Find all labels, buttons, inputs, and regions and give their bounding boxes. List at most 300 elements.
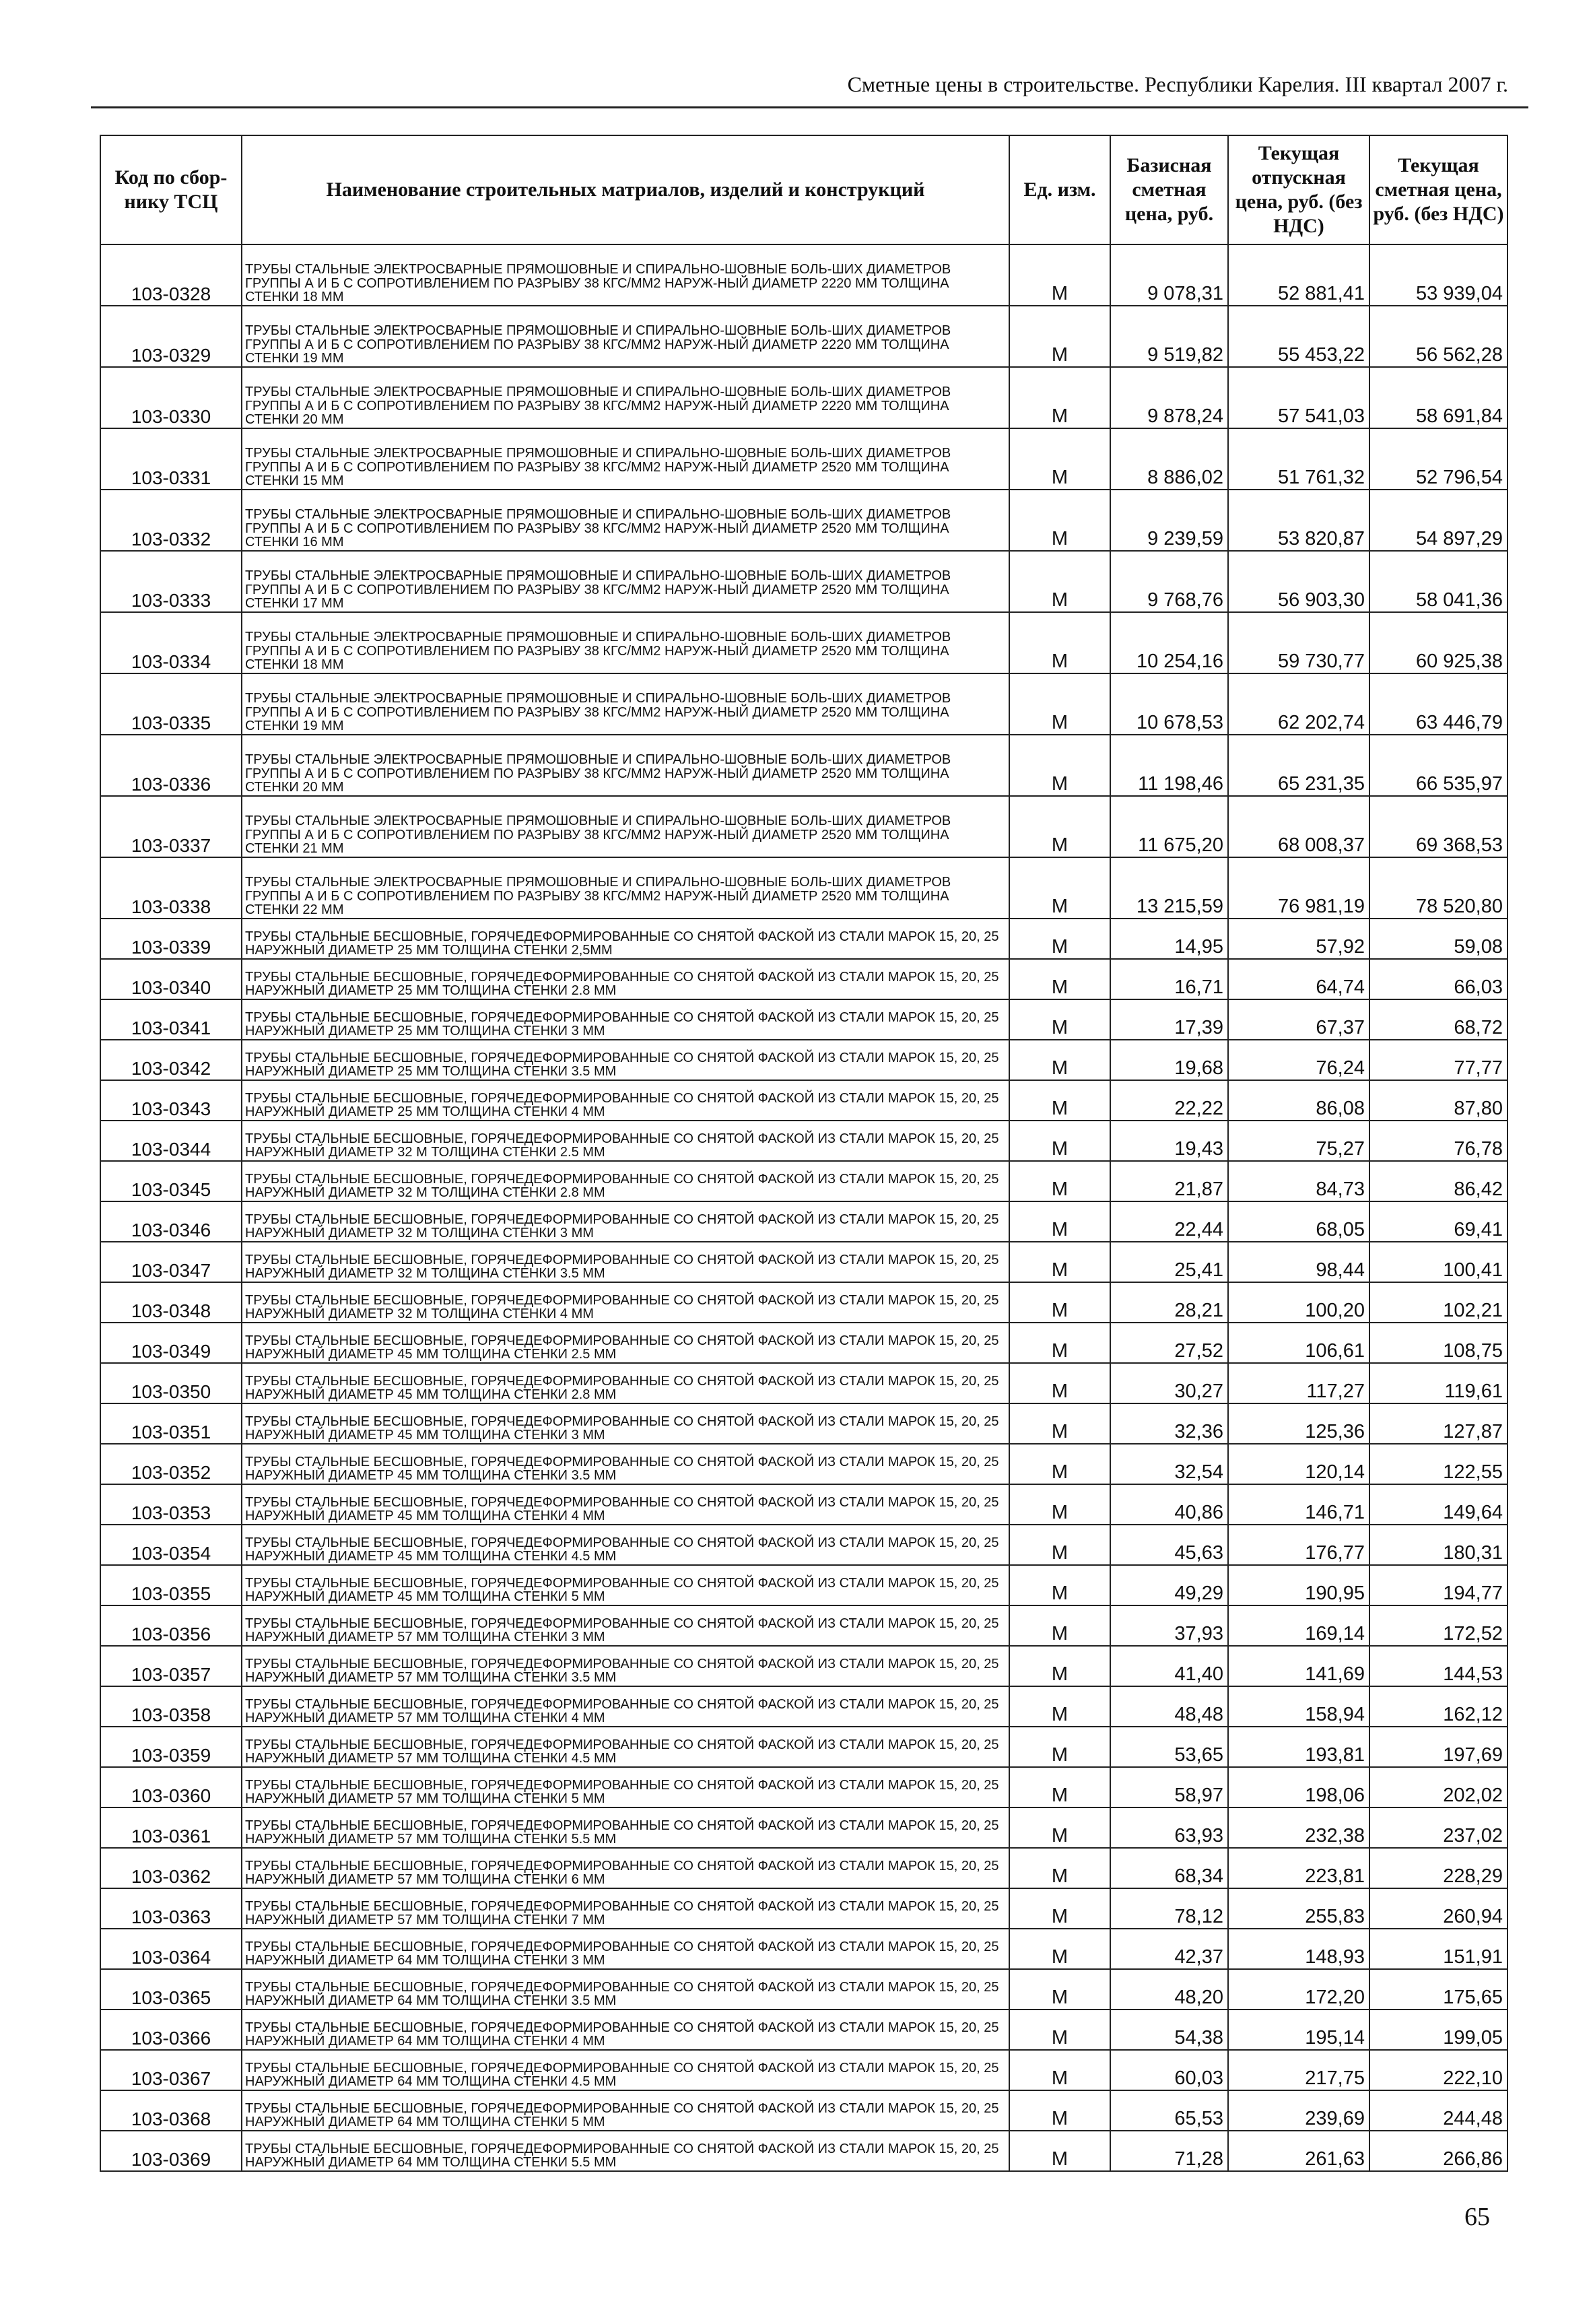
table-row: [100, 1282, 1507, 1323]
row-code: 103-0333: [100, 551, 242, 612]
row-name: ТРУБЫ СТАЛЬНЫЕ ЭЛЕКТРОСВАРНЫЕ ПРЯМОШОВНЫЕ И СПИРАЛЬНО-ШОВНЫЕ БОЛЬ-ШИХ ДИАМЕТРОВ ГРУППЫ А И Б С СОПРОТИВЛЕНИЕМ ПО РАЗРЫВУ 38 КГС/ММ2 НАРУЖ-НЫЙ ДИАМЕТР 2520 ММ ТОЛЩИНА СТЕНКИ 19 ММ: [242, 673, 1009, 735]
row-base-price: 17,39: [1110, 999, 1228, 1040]
table-body: [100, 244, 1507, 2171]
row-base-price: 30,27: [1110, 1363, 1228, 1403]
row-code: 103-0328: [100, 244, 242, 306]
row-code: 103-0357: [100, 1646, 242, 1686]
row-current-price: 172,52: [1369, 1605, 1507, 1646]
row-current-price: 202,02: [1369, 1767, 1507, 1807]
row-unit: М: [1009, 959, 1110, 999]
table-row: [100, 959, 1507, 999]
row-current-price: 87,80: [1369, 1080, 1507, 1121]
column-header-name: Наименование строительных матриалов, изделий и конструкций: [242, 135, 1009, 244]
table-row: [100, 1888, 1507, 1929]
row-name: ТРУБЫ СТАЛЬНЫЕ ЭЛЕКТРОСВАРНЫЕ ПРЯМОШОВНЫЕ И СПИРАЛЬНО-ШОВНЫЕ БОЛЬ-ШИХ ДИАМЕТРОВ ГРУППЫ А И Б С СОПРОТИВЛЕНИЕМ ПО РАЗРЫВУ 38 КГС/ММ2 НАРУЖ-НЫЙ ДИАМЕТР 2520 ММ ТОЛЩИНА СТЕНКИ 17 ММ: [242, 551, 1009, 612]
row-code: 103-0365: [100, 1969, 242, 2010]
row-current-price: 222,10: [1369, 2050, 1507, 2090]
row-name: ТРУБЫ СТАЛЬНЫЕ БЕСШОВНЫЕ, ГОРЯЧЕДЕФОРМИРОВАННЫЕ СО СНЯТОЙ ФАСКОЙ ИЗ СТАЛИ МАРОК 15, 20, 25 НАРУЖНЫЙ ДИАМЕТР 32 М ТОЛЩИНА СТЕНКИ 3 ММ: [242, 1201, 1009, 1242]
row-release-price: 125,36: [1228, 1403, 1369, 1444]
row-unit: М: [1009, 1040, 1110, 1080]
row-current-price: 58 041,36: [1369, 551, 1507, 612]
row-release-price: 57,92: [1228, 919, 1369, 959]
row-name: ТРУБЫ СТАЛЬНЫЕ БЕСШОВНЫЕ, ГОРЯЧЕДЕФОРМИРОВАННЫЕ СО СНЯТОЙ ФАСКОЙ ИЗ СТАЛИ МАРОК 15, 20, 25 НАРУЖНЫЙ ДИАМЕТР 64 ММ ТОЛЩИНА СТЕНКИ 3 ММ: [242, 1929, 1009, 1969]
column-header-base-price: Базисная сметная цена, руб.: [1110, 135, 1228, 244]
row-unit: М: [1009, 1484, 1110, 1525]
table-row: [100, 1969, 1507, 2010]
row-name: ТРУБЫ СТАЛЬНЫЕ ЭЛЕКТРОСВАРНЫЕ ПРЯМОШОВНЫЕ И СПИРАЛЬНО-ШОВНЫЕ БОЛЬ-ШИХ ДИАМЕТРОВ ГРУППЫ А И Б С СОПРОТИВЛЕНИЕМ ПО РАЗРЫВУ 38 КГС/ММ2 НАРУЖ-НЫЙ ДИАМЕТР 2220 ММ ТОЛЩИНА СТЕНКИ 20 ММ: [242, 367, 1009, 428]
row-current-price: 63 446,79: [1369, 673, 1507, 735]
row-unit: М: [1009, 1888, 1110, 1929]
table-row: [100, 367, 1507, 428]
row-code: 103-0350: [100, 1363, 242, 1403]
row-unit: М: [1009, 919, 1110, 959]
row-base-price: 8 886,02: [1110, 428, 1228, 490]
row-current-price: 66 535,97: [1369, 735, 1507, 796]
row-base-price: 78,12: [1110, 1888, 1228, 1929]
table-row: [100, 306, 1507, 367]
row-unit: М: [1009, 306, 1110, 367]
row-base-price: 48,20: [1110, 1969, 1228, 2010]
row-base-price: 11 198,46: [1110, 735, 1228, 796]
row-base-price: 63,93: [1110, 1807, 1228, 1848]
table-row: [100, 551, 1507, 612]
row-release-price: 52 881,41: [1228, 244, 1369, 306]
row-code: 103-0337: [100, 796, 242, 857]
row-current-price: 237,02: [1369, 1807, 1507, 1848]
row-code: 103-0349: [100, 1323, 242, 1363]
row-unit: М: [1009, 367, 1110, 428]
row-base-price: 27,52: [1110, 1323, 1228, 1363]
row-current-price: 76,78: [1369, 1121, 1507, 1161]
page-number: 65: [1464, 2203, 1490, 2231]
row-current-price: 119,61: [1369, 1363, 1507, 1403]
table-row: [100, 2010, 1507, 2050]
row-current-price: 77,77: [1369, 1040, 1507, 1080]
table-row: [100, 1525, 1507, 1565]
row-code: 103-0346: [100, 1201, 242, 1242]
row-name: ТРУБЫ СТАЛЬНЫЕ БЕСШОВНЫЕ, ГОРЯЧЕДЕФОРМИРОВАННЫЕ СО СНЯТОЙ ФАСКОЙ ИЗ СТАЛИ МАРОК 15, 20, 25 НАРУЖНЫЙ ДИАМЕТР 57 ММ ТОЛЩИНА СТЕНКИ 5 ММ: [242, 1767, 1009, 1807]
row-base-price: 37,93: [1110, 1605, 1228, 1646]
row-unit: М: [1009, 1525, 1110, 1565]
row-code: 103-0366: [100, 2010, 242, 2050]
row-unit: М: [1009, 1242, 1110, 1282]
table-row: [100, 2131, 1507, 2171]
row-release-price: 172,20: [1228, 1969, 1369, 2010]
row-name: ТРУБЫ СТАЛЬНЫЕ ЭЛЕКТРОСВАРНЫЕ ПРЯМОШОВНЫЕ И СПИРАЛЬНО-ШОВНЫЕ БОЛЬ-ШИХ ДИАМЕТРОВ ГРУППЫ А И Б С СОПРОТИВЛЕНИЕМ ПО РАЗРЫВУ 38 КГС/ММ2 НАРУЖ-НЫЙ ДИАМЕТР 2220 ММ ТОЛЩИНА СТЕНКИ 19 ММ: [242, 306, 1009, 367]
row-base-price: 71,28: [1110, 2131, 1228, 2171]
row-code: 103-0335: [100, 673, 242, 735]
row-code: 103-0352: [100, 1444, 242, 1484]
row-current-price: 180,31: [1369, 1525, 1507, 1565]
row-code: 103-0330: [100, 367, 242, 428]
row-name: ТРУБЫ СТАЛЬНЫЕ БЕСШОВНЫЕ, ГОРЯЧЕДЕФОРМИРОВАННЫЕ СО СНЯТОЙ ФАСКОЙ ИЗ СТАЛИ МАРОК 15, 20, 25 НАРУЖНЫЙ ДИАМЕТР 57 ММ ТОЛЩИНА СТЕНКИ 5.5 ММ: [242, 1807, 1009, 1848]
row-base-price: 58,97: [1110, 1767, 1228, 1807]
row-current-price: 194,77: [1369, 1565, 1507, 1605]
row-release-price: 68 008,37: [1228, 796, 1369, 857]
row-code: 103-0348: [100, 1282, 242, 1323]
row-release-price: 223,81: [1228, 1848, 1369, 1888]
row-code: 103-0361: [100, 1807, 242, 1848]
row-unit: М: [1009, 1969, 1110, 2010]
row-release-price: 261,63: [1228, 2131, 1369, 2171]
row-unit: М: [1009, 1323, 1110, 1363]
row-release-price: 190,95: [1228, 1565, 1369, 1605]
row-name: ТРУБЫ СТАЛЬНЫЕ БЕСШОВНЫЕ, ГОРЯЧЕДЕФОРМИРОВАННЫЕ СО СНЯТОЙ ФАСКОЙ ИЗ СТАЛИ МАРОК 15, 20, 25 НАРУЖНЫЙ ДИАМЕТР 45 ММ ТОЛЩИНА СТЕНКИ 2.8 ММ: [242, 1363, 1009, 1403]
row-release-price: 65 231,35: [1228, 735, 1369, 796]
row-base-price: 19,43: [1110, 1121, 1228, 1161]
row-code: 103-0342: [100, 1040, 242, 1080]
row-unit: М: [1009, 1403, 1110, 1444]
row-unit: М: [1009, 1282, 1110, 1323]
column-header-code: Код по сбор-нику ТСЦ: [100, 135, 242, 244]
table-row: [100, 1040, 1507, 1080]
row-name: ТРУБЫ СТАЛЬНЫЕ БЕСШОВНЫЕ, ГОРЯЧЕДЕФОРМИРОВАННЫЕ СО СНЯТОЙ ФАСКОЙ ИЗ СТАЛИ МАРОК 15, 20, 25 НАРУЖНЫЙ ДИАМЕТР 57 ММ ТОЛЩИНА СТЕНКИ 7 ММ: [242, 1888, 1009, 1929]
row-current-price: 197,69: [1369, 1727, 1507, 1767]
price-table: [100, 135, 1508, 2172]
row-code: 103-0358: [100, 1686, 242, 1727]
table-row: [100, 1807, 1507, 1848]
row-name: ТРУБЫ СТАЛЬНЫЕ ЭЛЕКТРОСВАРНЫЕ ПРЯМОШОВНЫЕ И СПИРАЛЬНО-ШОВНЫЕ БОЛЬ-ШИХ ДИАМЕТРОВ ГРУППЫ А И Б С СОПРОТИВЛЕНИЕМ ПО РАЗРЫВУ 38 КГС/ММ2 НАРУЖ-НЫЙ ДИАМЕТР 2220 ММ ТОЛЩИНА СТЕНКИ 18 ММ: [242, 244, 1009, 306]
row-unit: М: [1009, 857, 1110, 919]
row-name: ТРУБЫ СТАЛЬНЫЕ БЕСШОВНЫЕ, ГОРЯЧЕДЕФОРМИРОВАННЫЕ СО СНЯТОЙ ФАСКОЙ ИЗ СТАЛИ МАРОК 15, 20, 25 НАРУЖНЫЙ ДИАМЕТР 45 ММ ТОЛЩИНА СТЕНКИ 4 ММ: [242, 1484, 1009, 1525]
row-release-price: 53 820,87: [1228, 490, 1369, 551]
row-code: 103-0368: [100, 2090, 242, 2131]
row-unit: М: [1009, 490, 1110, 551]
row-base-price: 10 678,53: [1110, 673, 1228, 735]
row-name: ТРУБЫ СТАЛЬНЫЕ ЭЛЕКТРОСВАРНЫЕ ПРЯМОШОВНЫЕ И СПИРАЛЬНО-ШОВНЫЕ БОЛЬ-ШИХ ДИАМЕТРОВ ГРУППЫ А И Б С СОПРОТИВЛЕНИЕМ ПО РАЗРЫВУ 38 КГС/ММ2 НАРУЖ-НЫЙ ДИАМЕТР 2520 ММ ТОЛЩИНА СТЕНКИ 22 ММ: [242, 857, 1009, 919]
row-name: ТРУБЫ СТАЛЬНЫЕ БЕСШОВНЫЕ, ГОРЯЧЕДЕФОРМИРОВАННЫЕ СО СНЯТОЙ ФАСКОЙ ИЗ СТАЛИ МАРОК 15, 20, 25 НАРУЖНЫЙ ДИАМЕТР 25 ММ ТОЛЩИНА СТЕНКИ 2,5ММ: [242, 919, 1009, 959]
row-name: ТРУБЫ СТАЛЬНЫЕ БЕСШОВНЫЕ, ГОРЯЧЕДЕФОРМИРОВАННЫЕ СО СНЯТОЙ ФАСКОЙ ИЗ СТАЛИ МАРОК 15, 20, 25 НАРУЖНЫЙ ДИАМЕТР 57 ММ ТОЛЩИНА СТЕНКИ 3 ММ: [242, 1605, 1009, 1646]
row-name: ТРУБЫ СТАЛЬНЫЕ БЕСШОВНЫЕ, ГОРЯЧЕДЕФОРМИРОВАННЫЕ СО СНЯТОЙ ФАСКОЙ ИЗ СТАЛИ МАРОК 15, 20, 25 НАРУЖНЫЙ ДИАМЕТР 45 ММ ТОЛЩИНА СТЕНКИ 4.5 ММ: [242, 1525, 1009, 1565]
row-current-price: 68,72: [1369, 999, 1507, 1040]
row-code: 103-0339: [100, 919, 242, 959]
row-name: ТРУБЫ СТАЛЬНЫЕ ЭЛЕКТРОСВАРНЫЕ ПРЯМОШОВНЫЕ И СПИРАЛЬНО-ШОВНЫЕ БОЛЬ-ШИХ ДИАМЕТРОВ ГРУППЫ А И Б С СОПРОТИВЛЕНИЕМ ПО РАЗРЫВУ 38 КГС/ММ2 НАРУЖ-НЫЙ ДИАМЕТР 2520 ММ ТОЛЩИНА СТЕНКИ 15 ММ: [242, 428, 1009, 490]
row-base-price: 45,63: [1110, 1525, 1228, 1565]
row-code: 103-0360: [100, 1767, 242, 1807]
row-code: 103-0344: [100, 1121, 242, 1161]
row-unit: М: [1009, 428, 1110, 490]
row-base-price: 9 239,59: [1110, 490, 1228, 551]
row-code: 103-0356: [100, 1605, 242, 1646]
table-row: [100, 1363, 1507, 1403]
row-base-price: 49,29: [1110, 1565, 1228, 1605]
table-row: [100, 1686, 1507, 1727]
row-code: 103-0367: [100, 2050, 242, 2090]
row-name: ТРУБЫ СТАЛЬНЫЕ БЕСШОВНЫЕ, ГОРЯЧЕДЕФОРМИРОВАННЫЕ СО СНЯТОЙ ФАСКОЙ ИЗ СТАЛИ МАРОК 15, 20, 25 НАРУЖНЫЙ ДИАМЕТР 64 ММ ТОЛЩИНА СТЕНКИ 4.5 ММ: [242, 2050, 1009, 2090]
table-row: [100, 1565, 1507, 1605]
row-name: ТРУБЫ СТАЛЬНЫЕ ЭЛЕКТРОСВАРНЫЕ ПРЯМОШОВНЫЕ И СПИРАЛЬНО-ШОВНЫЕ БОЛЬ-ШИХ ДИАМЕТРОВ ГРУППЫ А И Б С СОПРОТИВЛЕНИЕМ ПО РАЗРЫВУ 38 КГС/ММ2 НАРУЖ-НЫЙ ДИАМЕТР 2520 ММ ТОЛЩИНА СТЕНКИ 18 ММ: [242, 612, 1009, 673]
table-row: [100, 919, 1507, 959]
row-release-price: 195,14: [1228, 2010, 1369, 2050]
row-name: ТРУБЫ СТАЛЬНЫЕ БЕСШОВНЫЕ, ГОРЯЧЕДЕФОРМИРОВАННЫЕ СО СНЯТОЙ ФАСКОЙ ИЗ СТАЛИ МАРОК 15, 20, 25 НАРУЖНЫЙ ДИАМЕТР 45 ММ ТОЛЩИНА СТЕНКИ 5 ММ: [242, 1565, 1009, 1605]
row-release-price: 193,81: [1228, 1727, 1369, 1767]
row-release-price: 239,69: [1228, 2090, 1369, 2131]
row-name: ТРУБЫ СТАЛЬНЫЕ БЕСШОВНЫЕ, ГОРЯЧЕДЕФОРМИРОВАННЫЕ СО СНЯТОЙ ФАСКОЙ ИЗ СТАЛИ МАРОК 15, 20, 25 НАРУЖНЫЙ ДИАМЕТР 57 ММ ТОЛЩИНА СТЕНКИ 6 ММ: [242, 1848, 1009, 1888]
row-base-price: 32,36: [1110, 1403, 1228, 1444]
row-unit: М: [1009, 2050, 1110, 2090]
row-code: 103-0363: [100, 1888, 242, 1929]
table-row: [100, 1242, 1507, 1282]
row-base-price: 9 878,24: [1110, 367, 1228, 428]
row-release-price: 158,94: [1228, 1686, 1369, 1727]
row-name: ТРУБЫ СТАЛЬНЫЕ БЕСШОВНЫЕ, ГОРЯЧЕДЕФОРМИРОВАННЫЕ СО СНЯТОЙ ФАСКОЙ ИЗ СТАЛИ МАРОК 15, 20, 25 НАРУЖНЫЙ ДИАМЕТР 57 ММ ТОЛЩИНА СТЕНКИ 3.5 ММ: [242, 1646, 1009, 1686]
row-unit: М: [1009, 1646, 1110, 1686]
row-release-price: 55 453,22: [1228, 306, 1369, 367]
row-current-price: 108,75: [1369, 1323, 1507, 1363]
row-name: ТРУБЫ СТАЛЬНЫЕ БЕСШОВНЫЕ, ГОРЯЧЕДЕФОРМИРОВАННЫЕ СО СНЯТОЙ ФАСКОЙ ИЗ СТАЛИ МАРОК 15, 20, 25 НАРУЖНЫЙ ДИАМЕТР 64 ММ ТОЛЩИНА СТЕНКИ 5 ММ: [242, 2090, 1009, 2131]
row-release-price: 232,38: [1228, 1807, 1369, 1848]
row-unit: М: [1009, 1121, 1110, 1161]
row-unit: М: [1009, 1363, 1110, 1403]
row-current-price: 244,48: [1369, 2090, 1507, 2131]
table-row: [100, 1201, 1507, 1242]
row-current-price: 127,87: [1369, 1403, 1507, 1444]
row-unit: М: [1009, 1444, 1110, 1484]
row-release-price: 76,24: [1228, 1040, 1369, 1080]
row-code: 103-0341: [100, 999, 242, 1040]
row-release-price: 146,71: [1228, 1484, 1369, 1525]
table-row: [100, 999, 1507, 1040]
row-base-price: 54,38: [1110, 2010, 1228, 2050]
row-base-price: 40,86: [1110, 1484, 1228, 1525]
row-code: 103-0343: [100, 1080, 242, 1121]
table-row: [100, 2090, 1507, 2131]
row-current-price: 86,42: [1369, 1161, 1507, 1201]
row-unit: М: [1009, 796, 1110, 857]
table-row: [100, 1323, 1507, 1363]
row-base-price: 68,34: [1110, 1848, 1228, 1888]
row-current-price: 56 562,28: [1369, 306, 1507, 367]
row-current-price: 266,86: [1369, 2131, 1507, 2171]
table-row: [100, 1727, 1507, 1767]
row-unit: М: [1009, 551, 1110, 612]
row-base-price: 42,37: [1110, 1929, 1228, 1969]
table-row: [100, 1444, 1507, 1484]
table-header: [100, 135, 1507, 244]
table-row: [100, 1121, 1507, 1161]
row-current-price: 260,94: [1369, 1888, 1507, 1929]
row-code: 103-0347: [100, 1242, 242, 1282]
row-code: 103-0334: [100, 612, 242, 673]
row-release-price: 62 202,74: [1228, 673, 1369, 735]
row-release-price: 198,06: [1228, 1767, 1369, 1807]
row-current-price: 151,91: [1369, 1929, 1507, 1969]
row-name: ТРУБЫ СТАЛЬНЫЕ БЕСШОВНЫЕ, ГОРЯЧЕДЕФОРМИРОВАННЫЕ СО СНЯТОЙ ФАСКОЙ ИЗ СТАЛИ МАРОК 15, 20, 25 НАРУЖНЫЙ ДИАМЕТР 64 ММ ТОЛЩИНА СТЕНКИ 5.5 ММ: [242, 2131, 1009, 2171]
column-header-current-price: Текущая сметная цена, руб. (без НДС): [1369, 135, 1507, 244]
row-unit: М: [1009, 244, 1110, 306]
row-name: ТРУБЫ СТАЛЬНЫЕ БЕСШОВНЫЕ, ГОРЯЧЕДЕФОРМИРОВАННЫЕ СО СНЯТОЙ ФАСКОЙ ИЗ СТАЛИ МАРОК 15, 20, 25 НАРУЖНЫЙ ДИАМЕТР 32 М ТОЛЩИНА СТЕНКИ 4 ММ: [242, 1282, 1009, 1323]
row-code: 103-0353: [100, 1484, 242, 1525]
row-release-price: 100,20: [1228, 1282, 1369, 1323]
column-header-release-price: Текущая отпускная цена, руб. (без НДС): [1228, 135, 1369, 244]
running-header: Сметные цены в строительстве. Республики Карелия. III квартал 2007 г.: [847, 72, 1508, 96]
row-unit: М: [1009, 1686, 1110, 1727]
table-row: [100, 1080, 1507, 1121]
header-rule: [91, 106, 1528, 108]
row-unit: М: [1009, 735, 1110, 796]
row-current-price: 59,08: [1369, 919, 1507, 959]
row-name: ТРУБЫ СТАЛЬНЫЕ БЕСШОВНЫЕ, ГОРЯЧЕДЕФОРМИРОВАННЫЕ СО СНЯТОЙ ФАСКОЙ ИЗ СТАЛИ МАРОК 15, 20, 25 НАРУЖНЫЙ ДИАМЕТР 32 М ТОЛЩИНА СТЕНКИ 3.5 ММ: [242, 1242, 1009, 1282]
row-release-price: 106,61: [1228, 1323, 1369, 1363]
row-unit: М: [1009, 673, 1110, 735]
row-name: ТРУБЫ СТАЛЬНЫЕ БЕСШОВНЫЕ, ГОРЯЧЕДЕФОРМИРОВАННЫЕ СО СНЯТОЙ ФАСКОЙ ИЗ СТАЛИ МАРОК 15, 20, 25 НАРУЖНЫЙ ДИАМЕТР 45 ММ ТОЛЩИНА СТЕНКИ 2.5 ММ: [242, 1323, 1009, 1363]
row-current-price: 144,53: [1369, 1646, 1507, 1686]
row-code: 103-0329: [100, 306, 242, 367]
column-header-unit: Ед. изм.: [1009, 135, 1110, 244]
row-current-price: 53 939,04: [1369, 244, 1507, 306]
row-name: ТРУБЫ СТАЛЬНЫЕ БЕСШОВНЫЕ, ГОРЯЧЕДЕФОРМИРОВАННЫЕ СО СНЯТОЙ ФАСКОЙ ИЗ СТАЛИ МАРОК 15, 20, 25 НАРУЖНЫЙ ДИАМЕТР 25 ММ ТОЛЩИНА СТЕНКИ 2.8 ММ: [242, 959, 1009, 999]
row-name: ТРУБЫ СТАЛЬНЫЕ ЭЛЕКТРОСВАРНЫЕ ПРЯМОШОВНЫЕ И СПИРАЛЬНО-ШОВНЫЕ БОЛЬ-ШИХ ДИАМЕТРОВ ГРУППЫ А И Б С СОПРОТИВЛЕНИЕМ ПО РАЗРЫВУ 38 КГС/ММ2 НАРУЖ-НЫЙ ДИАМЕТР 2520 ММ ТОЛЩИНА СТЕНКИ 21 ММ: [242, 796, 1009, 857]
row-release-price: 56 903,30: [1228, 551, 1369, 612]
row-release-price: 51 761,32: [1228, 428, 1369, 490]
row-name: ТРУБЫ СТАЛЬНЫЕ БЕСШОВНЫЕ, ГОРЯЧЕДЕФОРМИРОВАННЫЕ СО СНЯТОЙ ФАСКОЙ ИЗ СТАЛИ МАРОК 15, 20, 25 НАРУЖНЫЙ ДИАМЕТР 32 М ТОЛЩИНА СТЕНКИ 2.5 ММ: [242, 1121, 1009, 1161]
row-name: ТРУБЫ СТАЛЬНЫЕ БЕСШОВНЫЕ, ГОРЯЧЕДЕФОРМИРОВАННЫЕ СО СНЯТОЙ ФАСКОЙ ИЗ СТАЛИ МАРОК 15, 20, 25 НАРУЖНЫЙ ДИАМЕТР 25 ММ ТОЛЩИНА СТЕНКИ 4 ММ: [242, 1080, 1009, 1121]
row-release-price: 86,08: [1228, 1080, 1369, 1121]
row-base-price: 11 675,20: [1110, 796, 1228, 857]
row-release-price: 57 541,03: [1228, 367, 1369, 428]
table-row: [100, 490, 1507, 551]
row-base-price: 48,48: [1110, 1686, 1228, 1727]
row-release-price: 255,83: [1228, 1888, 1369, 1929]
row-release-price: 148,93: [1228, 1929, 1369, 1969]
row-code: 103-0336: [100, 735, 242, 796]
table-row: [100, 1403, 1507, 1444]
table-row: [100, 244, 1507, 306]
row-current-price: 102,21: [1369, 1282, 1507, 1323]
row-current-price: 69,41: [1369, 1201, 1507, 1242]
row-code: 103-0354: [100, 1525, 242, 1565]
row-release-price: 176,77: [1228, 1525, 1369, 1565]
row-code: 103-0331: [100, 428, 242, 490]
row-current-price: 100,41: [1369, 1242, 1507, 1282]
row-current-price: 52 796,54: [1369, 428, 1507, 490]
row-unit: М: [1009, 1727, 1110, 1767]
row-release-price: 84,73: [1228, 1161, 1369, 1201]
row-code: 103-0340: [100, 959, 242, 999]
row-current-price: 54 897,29: [1369, 490, 1507, 551]
row-release-price: 98,44: [1228, 1242, 1369, 1282]
row-base-price: 65,53: [1110, 2090, 1228, 2131]
row-base-price: 60,03: [1110, 2050, 1228, 2090]
table-row: [100, 1767, 1507, 1807]
row-unit: М: [1009, 2010, 1110, 2050]
row-unit: М: [1009, 1080, 1110, 1121]
row-release-price: 169,14: [1228, 1605, 1369, 1646]
row-release-price: 68,05: [1228, 1201, 1369, 1242]
row-release-price: 117,27: [1228, 1363, 1369, 1403]
row-current-price: 228,29: [1369, 1848, 1507, 1888]
row-code: 103-0364: [100, 1929, 242, 1969]
row-base-price: 16,71: [1110, 959, 1228, 999]
row-base-price: 14,95: [1110, 919, 1228, 959]
row-base-price: 53,65: [1110, 1727, 1228, 1767]
row-unit: М: [1009, 2131, 1110, 2171]
row-current-price: 122,55: [1369, 1444, 1507, 1484]
row-base-price: 9 078,31: [1110, 244, 1228, 306]
row-base-price: 10 254,16: [1110, 612, 1228, 673]
table-row: [100, 612, 1507, 673]
row-unit: М: [1009, 1605, 1110, 1646]
row-base-price: 9 519,82: [1110, 306, 1228, 367]
row-base-price: 28,21: [1110, 1282, 1228, 1323]
table-row: [100, 1848, 1507, 1888]
row-name: ТРУБЫ СТАЛЬНЫЕ БЕСШОВНЫЕ, ГОРЯЧЕДЕФОРМИРОВАННЫЕ СО СНЯТОЙ ФАСКОЙ ИЗ СТАЛИ МАРОК 15, 20, 25 НАРУЖНЫЙ ДИАМЕТР 25 ММ ТОЛЩИНА СТЕНКИ 3 ММ: [242, 999, 1009, 1040]
row-unit: М: [1009, 2090, 1110, 2131]
row-current-price: 58 691,84: [1369, 367, 1507, 428]
row-release-price: 64,74: [1228, 959, 1369, 999]
row-current-price: 66,03: [1369, 959, 1507, 999]
row-name: ТРУБЫ СТАЛЬНЫЕ БЕСШОВНЫЕ, ГОРЯЧЕДЕФОРМИРОВАННЫЕ СО СНЯТОЙ ФАСКОЙ ИЗ СТАЛИ МАРОК 15, 20, 25 НАРУЖНЫЙ ДИАМЕТР 57 ММ ТОЛЩИНА СТЕНКИ 4 ММ: [242, 1686, 1009, 1727]
row-name: ТРУБЫ СТАЛЬНЫЕ БЕСШОВНЫЕ, ГОРЯЧЕДЕФОРМИРОВАННЫЕ СО СНЯТОЙ ФАСКОЙ ИЗ СТАЛИ МАРОК 15, 20, 25 НАРУЖНЫЙ ДИАМЕТР 45 ММ ТОЛЩИНА СТЕНКИ 3 ММ: [242, 1403, 1009, 1444]
table-row: [100, 735, 1507, 796]
row-base-price: 21,87: [1110, 1161, 1228, 1201]
table-row: [100, 1646, 1507, 1686]
row-base-price: 13 215,59: [1110, 857, 1228, 919]
row-base-price: 22,22: [1110, 1080, 1228, 1121]
row-name: ТРУБЫ СТАЛЬНЫЕ БЕСШОВНЫЕ, ГОРЯЧЕДЕФОРМИРОВАННЫЕ СО СНЯТОЙ ФАСКОЙ ИЗ СТАЛИ МАРОК 15, 20, 25 НАРУЖНЫЙ ДИАМЕТР 32 М ТОЛЩИНА СТЕНКИ 2.8 ММ: [242, 1161, 1009, 1201]
row-unit: М: [1009, 1161, 1110, 1201]
row-release-price: 76 981,19: [1228, 857, 1369, 919]
row-unit: М: [1009, 1807, 1110, 1848]
row-name: ТРУБЫ СТАЛЬНЫЕ БЕСШОВНЫЕ, ГОРЯЧЕДЕФОРМИРОВАННЫЕ СО СНЯТОЙ ФАСКОЙ ИЗ СТАЛИ МАРОК 15, 20, 25 НАРУЖНЫЙ ДИАМЕТР 45 ММ ТОЛЩИНА СТЕНКИ 3.5 ММ: [242, 1444, 1009, 1484]
row-current-price: 60 925,38: [1369, 612, 1507, 673]
row-unit: М: [1009, 1767, 1110, 1807]
row-name: ТРУБЫ СТАЛЬНЫЕ БЕСШОВНЫЕ, ГОРЯЧЕДЕФОРМИРОВАННЫЕ СО СНЯТОЙ ФАСКОЙ ИЗ СТАЛИ МАРОК 15, 20, 25 НАРУЖНЫЙ ДИАМЕТР 64 ММ ТОЛЩИНА СТЕНКИ 4 ММ: [242, 2010, 1009, 2050]
row-current-price: 199,05: [1369, 2010, 1507, 2050]
row-release-price: 120,14: [1228, 1444, 1369, 1484]
table-row: [100, 673, 1507, 735]
table-row: [100, 1929, 1507, 1969]
row-name: ТРУБЫ СТАЛЬНЫЕ ЭЛЕКТРОСВАРНЫЕ ПРЯМОШОВНЫЕ И СПИРАЛЬНО-ШОВНЫЕ БОЛЬ-ШИХ ДИАМЕТРОВ ГРУППЫ А И Б С СОПРОТИВЛЕНИЕМ ПО РАЗРЫВУ 38 КГС/ММ2 НАРУЖ-НЫЙ ДИАМЕТР 2520 ММ ТОЛЩИНА СТЕНКИ 16 ММ: [242, 490, 1009, 551]
row-name: ТРУБЫ СТАЛЬНЫЕ БЕСШОВНЫЕ, ГОРЯЧЕДЕФОРМИРОВАННЫЕ СО СНЯТОЙ ФАСКОЙ ИЗ СТАЛИ МАРОК 15, 20, 25 НАРУЖНЫЙ ДИАМЕТР 57 ММ ТОЛЩИНА СТЕНКИ 4.5 ММ: [242, 1727, 1009, 1767]
row-name: ТРУБЫ СТАЛЬНЫЕ БЕСШОВНЫЕ, ГОРЯЧЕДЕФОРМИРОВАННЫЕ СО СНЯТОЙ ФАСКОЙ ИЗ СТАЛИ МАРОК 15, 20, 25 НАРУЖНЫЙ ДИАМЕТР 25 ММ ТОЛЩИНА СТЕНКИ 3.5 ММ: [242, 1040, 1009, 1080]
row-code: 103-0332: [100, 490, 242, 551]
row-code: 103-0359: [100, 1727, 242, 1767]
row-code: 103-0362: [100, 1848, 242, 1888]
table-row: [100, 428, 1507, 490]
row-current-price: 149,64: [1369, 1484, 1507, 1525]
row-current-price: 78 520,80: [1369, 857, 1507, 919]
row-name: ТРУБЫ СТАЛЬНЫЕ БЕСШОВНЫЕ, ГОРЯЧЕДЕФОРМИРОВАННЫЕ СО СНЯТОЙ ФАСКОЙ ИЗ СТАЛИ МАРОК 15, 20, 25 НАРУЖНЫЙ ДИАМЕТР 64 ММ ТОЛЩИНА СТЕНКИ 3.5 ММ: [242, 1969, 1009, 2010]
row-unit: М: [1009, 1201, 1110, 1242]
row-release-price: 217,75: [1228, 2050, 1369, 2090]
row-base-price: 19,68: [1110, 1040, 1228, 1080]
row-code: 103-0345: [100, 1161, 242, 1201]
row-base-price: 9 768,76: [1110, 551, 1228, 612]
row-code: 103-0351: [100, 1403, 242, 1444]
row-unit: М: [1009, 999, 1110, 1040]
row-code: 103-0355: [100, 1565, 242, 1605]
row-current-price: 69 368,53: [1369, 796, 1507, 857]
row-code: 103-0369: [100, 2131, 242, 2171]
table-row: [100, 796, 1507, 857]
table-row: [100, 857, 1507, 919]
row-name: ТРУБЫ СТАЛЬНЫЕ ЭЛЕКТРОСВАРНЫЕ ПРЯМОШОВНЫЕ И СПИРАЛЬНО-ШОВНЫЕ БОЛЬ-ШИХ ДИАМЕТРОВ ГРУППЫ А И Б С СОПРОТИВЛЕНИЕМ ПО РАЗРЫВУ 38 КГС/ММ2 НАРУЖ-НЫЙ ДИАМЕТР 2520 ММ ТОЛЩИНА СТЕНКИ 20 ММ: [242, 735, 1009, 796]
row-unit: М: [1009, 1848, 1110, 1888]
row-current-price: 162,12: [1369, 1686, 1507, 1727]
row-current-price: 175,65: [1369, 1969, 1507, 2010]
table-row: [100, 1605, 1507, 1646]
row-release-price: 67,37: [1228, 999, 1369, 1040]
row-base-price: 25,41: [1110, 1242, 1228, 1282]
row-unit: М: [1009, 1929, 1110, 1969]
row-unit: М: [1009, 612, 1110, 673]
table-row: [100, 2050, 1507, 2090]
row-release-price: 59 730,77: [1228, 612, 1369, 673]
row-base-price: 41,40: [1110, 1646, 1228, 1686]
row-base-price: 32,54: [1110, 1444, 1228, 1484]
row-release-price: 75,27: [1228, 1121, 1369, 1161]
